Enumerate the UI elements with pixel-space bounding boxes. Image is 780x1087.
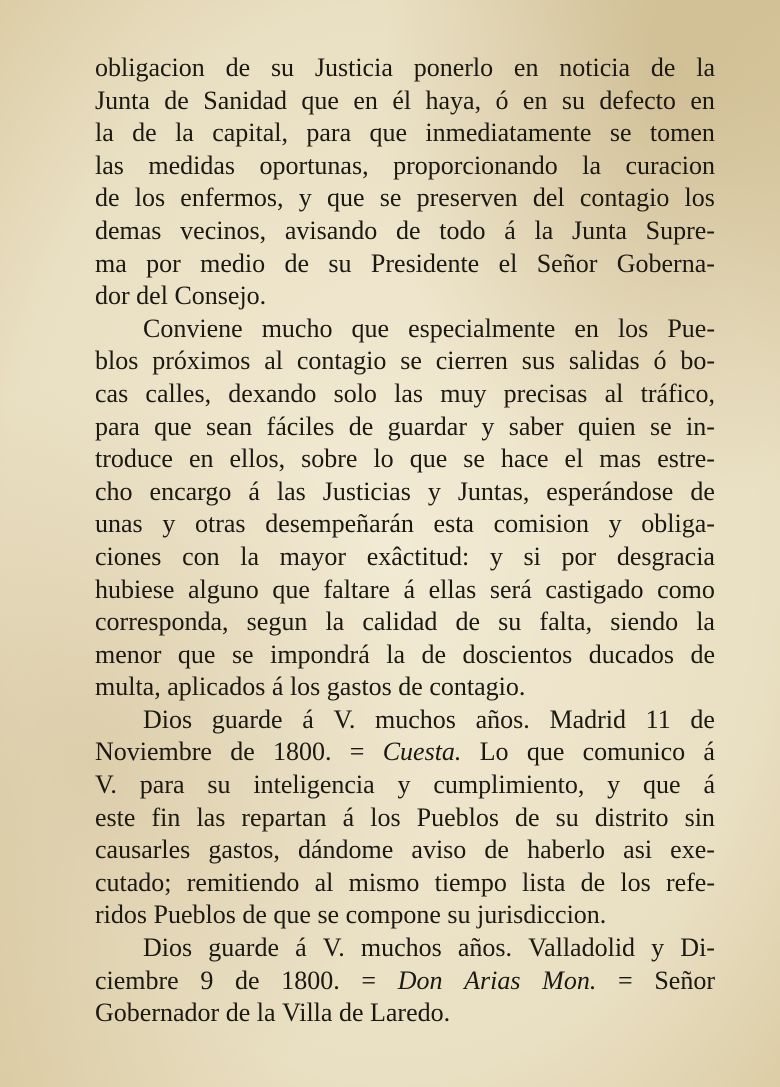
word: cas (95, 378, 129, 408)
word: y (489, 541, 503, 571)
word: su (328, 248, 352, 278)
word: en (513, 53, 539, 82)
text-line (95, 867, 715, 900)
text-line (95, 378, 715, 411)
word: Presidente (370, 248, 480, 278)
word: especialmente (408, 313, 556, 343)
word: su (555, 802, 579, 832)
word: cumplimiento, (433, 770, 585, 800)
word: al (604, 378, 624, 408)
word: Supre- (645, 215, 715, 245)
word: se (400, 346, 422, 376)
word: Noviembre (95, 737, 212, 767)
word: años. (475, 704, 530, 734)
word: desempeñarán (265, 509, 414, 539)
word: de (242, 900, 267, 930)
word: lista (522, 867, 566, 897)
word: ma (95, 248, 127, 278)
word: con (182, 541, 220, 571)
word: Laredo. (369, 998, 451, 1028)
word: 1800. (281, 965, 340, 995)
word: V. (322, 933, 345, 963)
word: de (690, 639, 715, 669)
word: próximos (152, 346, 251, 376)
word: Conviene (143, 313, 243, 343)
word: demas (95, 215, 162, 245)
word: él (392, 85, 412, 115)
word: ciembre (95, 965, 179, 995)
word: guarde (208, 933, 279, 963)
word: capital, (212, 118, 288, 148)
word: compone (345, 900, 441, 930)
word: repartan (241, 802, 327, 832)
word: la (534, 215, 554, 245)
word: gastos, (208, 835, 280, 865)
word: sobre (301, 444, 358, 474)
word: 9 (200, 965, 214, 995)
word: se (317, 900, 340, 930)
word: y (651, 933, 665, 963)
word: las (394, 378, 424, 408)
text-line (95, 899, 715, 932)
word: Arias (464, 965, 521, 995)
word: inteligencia (253, 770, 375, 800)
word: Señor (654, 965, 715, 995)
text-line (95, 182, 715, 215)
word: 11 (645, 704, 671, 734)
text-line (95, 280, 715, 313)
word: que (369, 118, 408, 148)
word: de (515, 802, 540, 832)
word: medidas (148, 150, 236, 180)
word: ellas (428, 574, 477, 604)
word: alguno (188, 574, 259, 604)
word: su (498, 607, 522, 637)
word: ciones (95, 541, 162, 571)
word: V. (95, 770, 117, 800)
word: mucho (261, 313, 333, 343)
word: su (561, 85, 585, 115)
word: en (574, 313, 599, 343)
word: mas (599, 444, 642, 474)
word: que (177, 639, 216, 669)
word: contagio (579, 183, 670, 213)
text-line (95, 248, 715, 281)
text-line (95, 345, 715, 378)
word: tomen (649, 118, 715, 148)
word: muchos (375, 704, 456, 734)
word: lo (373, 444, 394, 474)
word: blos (95, 346, 139, 376)
word: quien (577, 411, 636, 441)
word: corresponda, (95, 607, 229, 637)
word: su (447, 900, 471, 930)
word: á (403, 574, 416, 604)
word: al (314, 867, 334, 897)
word: de (580, 867, 606, 897)
word: de (225, 998, 251, 1028)
text-line (95, 117, 715, 150)
word: su (207, 770, 231, 800)
word: las (95, 150, 124, 180)
word: distrito (594, 802, 669, 832)
word: de (235, 965, 260, 995)
word: á (342, 802, 355, 832)
word: Dios (143, 704, 193, 734)
word: á (271, 672, 284, 702)
word: en (353, 85, 378, 115)
word: de (338, 998, 364, 1028)
word: = (618, 965, 633, 995)
text-line (95, 932, 715, 965)
word: gastos (326, 672, 392, 702)
text-line (95, 85, 715, 118)
word: jurisdiccion. (477, 900, 607, 930)
word: exe- (670, 835, 715, 865)
word: defecto (599, 85, 676, 115)
word: Lo (479, 737, 509, 767)
word: Don (397, 965, 443, 995)
word: de (95, 183, 120, 213)
text-line (95, 476, 715, 509)
word: de (132, 118, 157, 148)
word: precisas (503, 378, 588, 408)
word: esta (433, 509, 474, 539)
word: los (684, 183, 715, 213)
word: del (136, 281, 168, 311)
word: cho (95, 476, 133, 506)
word: calidad (362, 607, 438, 637)
word: por (146, 248, 181, 278)
word: si (523, 541, 541, 571)
word: que (409, 444, 448, 474)
word: contagio (296, 346, 387, 376)
word: Sanidad (203, 85, 288, 115)
word: Justicia (314, 53, 393, 82)
word: que (272, 574, 310, 604)
word: guardar (387, 411, 468, 441)
word: refe- (665, 867, 715, 897)
word: los (289, 672, 321, 702)
text-line (95, 802, 715, 835)
word: se (650, 411, 672, 441)
word: y (481, 411, 495, 441)
word: cutado; (95, 867, 172, 897)
word: ó (495, 85, 509, 115)
word: años. (457, 933, 513, 963)
word: Pueblos (153, 900, 236, 930)
word: castigado (545, 574, 644, 604)
word: Justicias (322, 476, 411, 506)
word: Di- (680, 933, 715, 963)
word: y (608, 509, 622, 539)
word: de (230, 737, 255, 767)
word: = (349, 737, 365, 767)
word: todo (439, 215, 486, 245)
word: para (95, 411, 140, 441)
text-line (95, 508, 715, 541)
word: V. (333, 704, 356, 734)
word: ponerlo (413, 53, 494, 82)
word: causarles (95, 835, 191, 865)
word: 1800. (273, 737, 332, 767)
word: falta, (539, 607, 593, 637)
word: = (361, 965, 377, 995)
text-line (95, 313, 715, 346)
word: dándome (298, 835, 394, 865)
word: esperándose (546, 476, 674, 506)
word: de (348, 411, 374, 441)
word: de (484, 835, 509, 865)
word: sean (205, 411, 253, 441)
word: que (326, 183, 365, 213)
word: ridos (95, 900, 147, 930)
word: multa, (95, 672, 161, 702)
word: faltare (323, 574, 390, 604)
text-line (95, 769, 715, 802)
word: de (398, 672, 423, 702)
word: al (264, 346, 284, 376)
word: que (154, 411, 192, 441)
word: sus (521, 346, 556, 376)
word: troduce (95, 444, 173, 474)
word: inmediatamente (425, 118, 592, 148)
word: asi (623, 835, 653, 865)
word: medio (200, 248, 266, 278)
word: que (526, 737, 565, 767)
word: á (504, 215, 516, 245)
word: segun (246, 607, 308, 637)
word: Señor (536, 248, 598, 278)
word: in- (686, 411, 715, 441)
word: y (397, 770, 411, 800)
word: de (284, 248, 310, 278)
word: obligacion (95, 53, 205, 82)
word: guarde (211, 704, 283, 734)
word: proporcionando (393, 150, 558, 180)
word: que (273, 900, 311, 930)
word: mayor (279, 541, 347, 571)
word: de (690, 476, 715, 506)
word: los (620, 867, 651, 897)
text-line (95, 606, 715, 639)
word: la (95, 118, 114, 148)
word: dexando (228, 378, 317, 408)
word: las (196, 802, 226, 832)
word: impondrá (270, 639, 370, 669)
word: que (301, 85, 339, 115)
word: salidas (568, 346, 640, 376)
word: mismo (348, 867, 420, 897)
word: se (609, 118, 632, 148)
word: otras (194, 509, 246, 539)
word: la (240, 541, 260, 571)
text-line (95, 443, 715, 476)
word: que (643, 770, 681, 800)
word: los (617, 313, 649, 343)
word: el (498, 248, 518, 278)
word: el (564, 444, 584, 474)
word: la (696, 53, 715, 82)
word: estre- (657, 444, 715, 474)
word: muy (440, 378, 487, 408)
word: preserven (416, 183, 518, 213)
word: del (532, 183, 565, 213)
word: muchos (360, 933, 442, 963)
word: Valladolid (528, 933, 636, 963)
word: Pueblos (416, 802, 499, 832)
word: como (657, 574, 715, 604)
text-line (95, 411, 715, 444)
word: Junta (572, 215, 627, 245)
word: este (95, 802, 136, 832)
word: la (325, 607, 345, 637)
text-line (95, 965, 715, 998)
word: que (351, 313, 390, 343)
word: la (256, 998, 276, 1028)
word: su (270, 53, 295, 82)
word: dor (95, 281, 130, 311)
word: enfermos, (180, 183, 284, 213)
word: unas (95, 509, 143, 539)
word: Madrid (549, 704, 626, 734)
word: ellos, (229, 444, 286, 474)
word: vecinos, (180, 215, 267, 245)
word: para (139, 770, 185, 800)
word: fin (151, 802, 181, 832)
text-line (95, 834, 715, 867)
word: curacion (625, 150, 715, 180)
word: haberlo (527, 835, 606, 865)
word: Gobernador (95, 998, 220, 1028)
word: en (690, 85, 715, 115)
word: desgracia (616, 541, 715, 571)
word: la (175, 118, 194, 148)
word: la (386, 639, 405, 669)
word: Villa (282, 998, 333, 1028)
word: de (690, 704, 715, 734)
word: y (427, 476, 441, 506)
word: y (162, 509, 176, 539)
word: á (248, 476, 260, 506)
word: exâctitud: (366, 541, 470, 571)
word: encargo (149, 476, 232, 506)
word: avisando (284, 215, 378, 245)
word: á (302, 704, 314, 734)
word: oportunas, (259, 150, 369, 180)
word: aviso (411, 835, 467, 865)
word: los (134, 183, 166, 213)
text-line (95, 736, 715, 769)
word: Cuesta. (382, 737, 462, 767)
word: y (607, 770, 621, 800)
text-line (95, 574, 715, 607)
word: cierren (435, 346, 508, 376)
word: de (421, 639, 447, 669)
word: noticia (559, 53, 631, 82)
word: en (188, 444, 214, 474)
word: Juntas, (457, 476, 530, 506)
word: fáciles (266, 411, 335, 441)
word: calles, (145, 378, 212, 408)
word: Mon. (542, 965, 597, 995)
word: tiempo (434, 867, 507, 897)
word: comision (493, 509, 589, 539)
text-line (95, 541, 715, 574)
word: hace (500, 444, 549, 474)
word: tráfico, (640, 378, 715, 408)
word: saber (508, 411, 564, 441)
text-line (95, 150, 715, 183)
word: á (295, 933, 307, 963)
word: Dios (143, 933, 193, 963)
word: para (306, 118, 352, 148)
word: los (370, 802, 401, 832)
word: aplicados (167, 672, 266, 702)
text-line (95, 671, 715, 704)
word: contagio. (429, 672, 526, 702)
word: Pue- (667, 313, 715, 343)
text-line (95, 997, 715, 1030)
word: en (522, 85, 548, 115)
word: de (650, 53, 676, 82)
word: por (561, 541, 597, 571)
word: haya, (425, 85, 482, 115)
word: obliga- (641, 509, 715, 539)
body-text (95, 52, 715, 1030)
word: Goberna- (616, 248, 715, 278)
word: siendo (610, 607, 679, 637)
text-line (95, 215, 715, 248)
word: ducados (588, 639, 674, 669)
word: será (489, 574, 532, 604)
word: de (225, 53, 251, 82)
text-line (95, 704, 715, 737)
word: hubiese (95, 574, 175, 604)
word: de (164, 85, 189, 115)
word: doscientos (462, 639, 573, 669)
text-line (95, 52, 715, 85)
word: bo- (680, 346, 715, 376)
text-line (95, 639, 715, 672)
word: Junta (95, 85, 150, 115)
word: la (582, 150, 601, 180)
word: se (379, 183, 402, 213)
word: Consejo. (174, 281, 267, 311)
word: á (703, 770, 715, 800)
word: remitiendo (186, 867, 300, 897)
word: á (703, 737, 715, 767)
word: menor (95, 639, 162, 669)
word: ó (653, 346, 667, 376)
word: sin (684, 802, 715, 832)
word: y (298, 183, 312, 213)
word: las (276, 476, 306, 506)
word: se (231, 639, 254, 669)
word: la (696, 607, 715, 637)
word: se (463, 444, 485, 474)
word: de (455, 607, 481, 637)
word: solo (333, 378, 377, 408)
word: comunico (582, 737, 686, 767)
word: de (395, 215, 421, 245)
